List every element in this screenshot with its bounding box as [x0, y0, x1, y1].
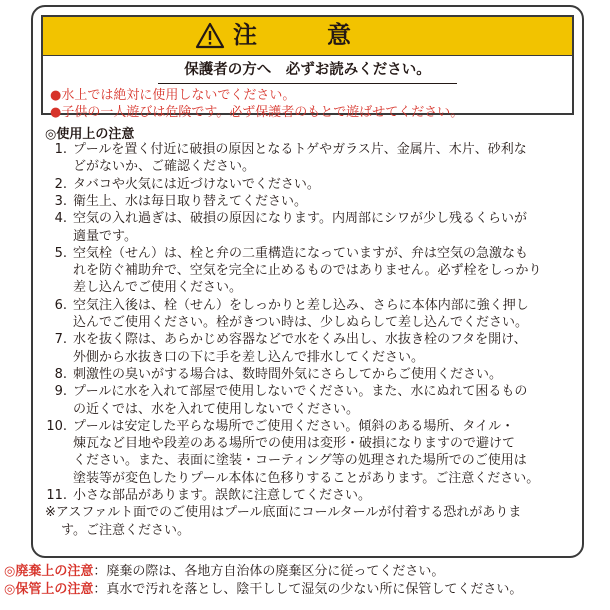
asphalt-note-line: ※アスファルト面でのご使用はプール底面にコールタールが付着する恐れがありま [45, 505, 522, 521]
usage-item-line: 衛生上、水は毎日取り替えてください。 [73, 193, 308, 209]
caution-title: 注意 [233, 21, 421, 49]
storage-label: ◎保管上の注意 [4, 582, 94, 597]
disposal-label: ◎廃棄上の注意 [4, 564, 94, 579]
usage-item-number: 4. [54, 211, 67, 227]
usage-item-line: 差し込んでご使用ください。 [73, 280, 243, 296]
usage-item-line: 空気注入後は、栓（せん）をしっかりと差し込み、さらに本体内部に強く押し [73, 297, 529, 313]
usage-item-number: 8. [54, 366, 67, 382]
usage-item-line: 適量です。 [73, 228, 137, 244]
usage-item-number: 11. [46, 488, 67, 503]
disposal-note [4, 563, 444, 581]
usage-item-line: 外側から水抜き口の下に手を差し込んで排水してください。 [73, 349, 425, 365]
usage-item-line: 空気の入れ過ぎは、破損の原因になります。内周部にシワが少し残るくらいが [73, 211, 527, 227]
usage-item-line: ください。また、表面に塗装・コーティング等の処理された場所でのご使用は [73, 453, 527, 469]
usage-item-line: プールは安定した平らな場所でご使用ください。傾斜のある場所、タイル・ [73, 418, 515, 434]
usage-item-line: プールを置く付近に破損の原因となるトゲやガラス片、金属片、木片、砂利な [73, 142, 527, 157]
usage-item-line: どがないか、ご確認ください。 [73, 159, 256, 175]
usage-item-number: 2. [54, 176, 67, 192]
usage-item-line: れを防ぐ補助弁で、空気を完全に止めるものではありません。必ず栓をしっかり [73, 263, 542, 279]
usage-item-number: 10. [46, 418, 67, 434]
storage-note [4, 581, 522, 599]
usage-item-line: 煉瓦など目地や段差のある場所での使用は変形・破損になりますので避けて [73, 436, 516, 452]
usage-item-line: タバコや火気には近づけないでください。 [73, 176, 320, 192]
usage-item-number: 3. [54, 193, 67, 209]
warning-line: ●子供の一人遊びは危険です。必ず保護者のもとで遊ばせてください。 [50, 105, 464, 120]
storage-text: ：真水で汚れを落とし、陰干しして湿気の少ない所に保管してください。 [93, 582, 523, 597]
usage-item-line: プールに水を入れて部屋で使用しないでください。また、水にぬれて困るもの [73, 384, 528, 400]
usage-item-line: 小さな部品があります。誤飲に注意してください。 [73, 488, 371, 503]
warning-triangle-icon [195, 22, 225, 49]
caution-header-box [41, 15, 574, 120]
usage-item-line: 込んでご使用ください。栓がきつい時は、少しぬらして差し込んでください。 [73, 315, 529, 330]
usage-item-line: 刺激性の臭いがする場合は、数時間外気にさらしてからご使用ください。 [73, 366, 503, 382]
usage-item-number: 7. [54, 332, 67, 348]
usage-item-number: 6. [54, 297, 67, 313]
warning-line: ●水上では絶対に使用しないでください。 [50, 88, 296, 103]
usage-section-title: ◎使用上の注意 [45, 127, 135, 142]
usage-item-line: 塗装等が変色したりプール本体に色移りすることがあります。ご注意ください。 [73, 470, 540, 486]
caution-banner [43, 17, 572, 56]
disposal-text: ：廃棄の際は、各地方自治体の廃棄区分に従ってください。 [93, 564, 445, 579]
usage-item-line: の近くでは、水を入れて使用しないでください。 [73, 401, 360, 417]
guardian-underline [158, 83, 457, 84]
usage-item-number: 5. [54, 245, 67, 261]
guardian-heading: 保護者の方へ 必ずお読みください。 [184, 62, 431, 78]
usage-item-line: 空気栓（せん）は、栓と弁の二重構造になっていますが、弁は空気の急激なも [73, 245, 529, 261]
asphalt-note-line: す。ご注意ください。 [61, 522, 190, 538]
usage-item-number: 1. [54, 142, 67, 157]
usage-item-number: 9. [54, 384, 67, 400]
usage-item-line: 水を抜く際は、あらかじめ容器などで水をくみ出し、水抜き栓のフタを開け、 [73, 332, 527, 348]
caution-card [31, 5, 584, 558]
